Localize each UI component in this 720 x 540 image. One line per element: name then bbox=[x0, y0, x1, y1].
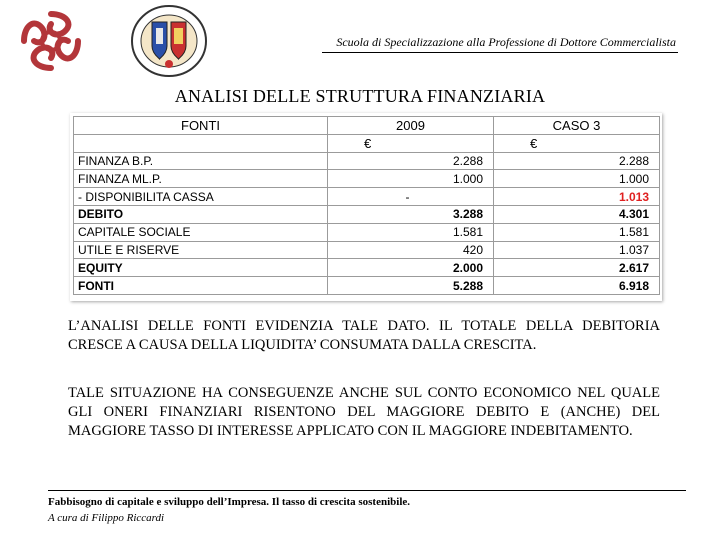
table-row bbox=[74, 170, 660, 188]
value-2009: 2.000 bbox=[328, 259, 494, 277]
table-row bbox=[74, 188, 660, 206]
row-label: FINANZA ML.P. bbox=[74, 170, 328, 188]
table-row bbox=[74, 277, 660, 295]
fonti-table bbox=[73, 116, 660, 295]
value-caso3: 1.037 bbox=[494, 241, 660, 259]
knot-logo bbox=[16, 6, 86, 76]
value-caso3: 2.617 bbox=[494, 259, 660, 277]
value-2009: - bbox=[328, 188, 494, 206]
row-label: - DISPONIBILITA CASSA bbox=[74, 188, 328, 206]
value-2009: 1.581 bbox=[328, 223, 494, 241]
row-label: EQUITY bbox=[74, 259, 328, 277]
subheader-currency-2009: € bbox=[328, 134, 494, 152]
value-caso3: 6.918 bbox=[494, 277, 660, 295]
table-header-row bbox=[74, 117, 660, 135]
paragraph-consequences: TALE SITUAZIONE HA CONSEGUENZE ANCHE SUL CONTO ECONOMICO NEL QUALE GLI ONERI FINANZIARI RISENTONO DEL MAGGIORE DEBITO E (ANCHE) DEL MAGGIORE TASSO DI INTERESSE APPLICATO CON IL MAGGIORE INDEBITAMENTO. bbox=[68, 385, 660, 439]
value-2009: 5.288 bbox=[328, 277, 494, 295]
paragraph-analysis: L’ANALISI DELLE FONTI EVIDENZIA TALE DATO. IL TOTALE DELLA DEBITORIA CRESCE A CAUSA DELLA LIQUIDITA’ CONSUMATA DALLA CRESCITA. bbox=[68, 318, 660, 353]
school-name: Scuola di Specializzazione alla Professione di Dottore Commercialista bbox=[336, 35, 676, 49]
subheader-empty bbox=[74, 134, 328, 152]
row-label: FONTI bbox=[74, 277, 328, 295]
row-label: CAPITALE SOCIALE bbox=[74, 223, 328, 241]
value-caso3: 1.013 bbox=[494, 188, 660, 206]
slide-title: ANALISI DELLE STRUTTURA FINANZIARIA bbox=[174, 86, 546, 106]
subheader-currency-caso3: € bbox=[494, 134, 660, 152]
footer-course-title: Fabbisogno di capitale e sviluppo dell’Impresa. Il tasso di crescita sostenibile. bbox=[48, 496, 411, 508]
footer-author: A cura di Filippo Riccardi bbox=[48, 512, 165, 524]
value-caso3: 2.288 bbox=[494, 152, 660, 170]
value-2009: 2.288 bbox=[328, 152, 494, 170]
value-caso3: 4.301 bbox=[494, 205, 660, 223]
value-2009: 1.000 bbox=[328, 170, 494, 188]
table-row bbox=[74, 241, 660, 259]
row-label: FINANZA B.P. bbox=[74, 152, 328, 170]
table-row bbox=[74, 259, 660, 277]
column-header-caso3: CASO 3 bbox=[494, 117, 660, 135]
table-row bbox=[74, 223, 660, 241]
value-caso3: 1.000 bbox=[494, 170, 660, 188]
header-divider bbox=[322, 52, 678, 53]
fonti-table-frame bbox=[70, 113, 662, 301]
column-header-fonti: FONTI bbox=[74, 117, 328, 135]
table-row bbox=[74, 205, 660, 223]
value-caso3: 1.581 bbox=[494, 223, 660, 241]
column-header-2009: 2009 bbox=[328, 117, 494, 135]
row-label: UTILE E RISERVE bbox=[74, 241, 328, 259]
value-2009: 3.288 bbox=[328, 205, 494, 223]
table-row bbox=[74, 152, 660, 170]
university-seal bbox=[130, 4, 208, 78]
footer-divider bbox=[48, 490, 686, 491]
table-subheader-row bbox=[74, 134, 660, 152]
value-2009: 420 bbox=[328, 241, 494, 259]
row-label: DEBITO bbox=[74, 205, 328, 223]
